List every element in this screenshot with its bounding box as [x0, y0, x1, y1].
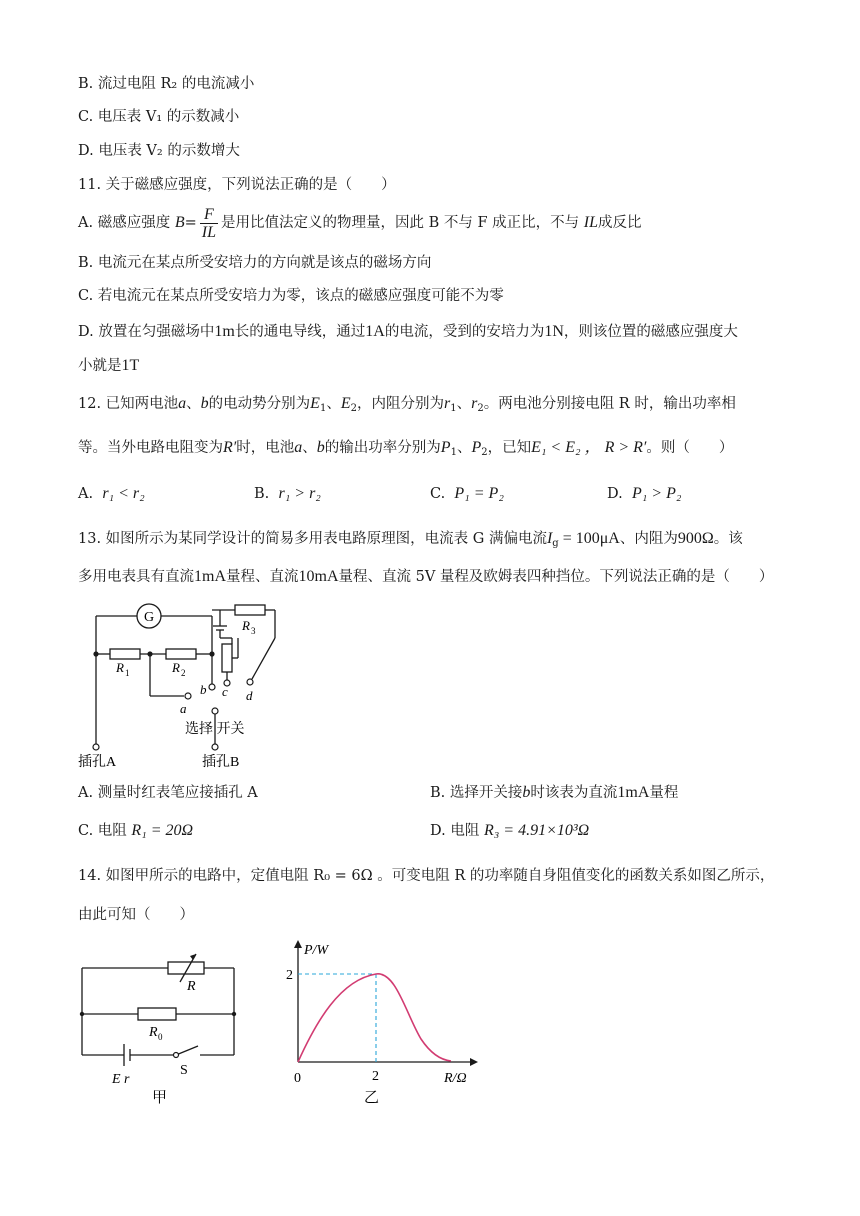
figure-yi-caption: 乙: [364, 1090, 380, 1106]
power-curve: [298, 974, 451, 1062]
q11-option-c: C. 若电流元在某点所受安培力为零，该点的磁感应强度可能不为零: [78, 288, 504, 304]
q13-option-c: C. 电阻 R₁ = 20Ω: [78, 822, 194, 839]
q13-stem-line2: 多用电表具有直流1mA量程、直流10mA量程、直流 5V 量程及欧姆表四种挡位。下列说法正确的是（ ）: [78, 568, 774, 585]
x-axis-label: R/Ω: [444, 1071, 467, 1086]
q14-stem-line1: 14. 如图甲所示的电路中，定值电阻 R₀ = 6Ω 。可变电阻 R 的功率随自身阻值变化的函数关系如图乙所示，: [78, 868, 775, 884]
q11-stem: 11. 关于磁感应强度，下列说法正确的是（ ）: [78, 177, 396, 193]
terminal-d-label: d: [246, 688, 253, 703]
r1-label: R: [116, 660, 124, 675]
q12-stem-line2: 等。当外电路电阻变为R′时，电池a、b的输出功率分别为$P_1$、$P_2$，已知E₁ < E₂ ， R > R′。则（ ）: [78, 439, 734, 458]
q13-circuit-diagram: [70, 596, 310, 776]
y-tick-2: 2: [286, 968, 293, 983]
jack-b-label: 插孔B: [202, 755, 240, 770]
r2-label: R: [172, 660, 180, 675]
figure-jia-caption: 甲: [152, 1090, 168, 1106]
q13-option-d: D. 电阻 R₃ = 4.91×10³Ω: [430, 822, 590, 839]
r0-label: R: [149, 1025, 158, 1040]
q12-stem-line1: 12. 已知两电池a、b的电动势分别为$E_1$、$E_2$，内阻分别为$r_1$、$r_2$。两电池分别接电阻 R 时，输出功率相: [78, 395, 736, 414]
svg-text:1: 1: [125, 668, 130, 678]
terminal-a-label: a: [180, 701, 187, 716]
rheostat-label: R: [187, 979, 196, 994]
svg-text:3: 3: [251, 626, 256, 636]
jack-a-label: 插孔A: [78, 755, 117, 770]
q11-option-a: A. 磁感应强度 B= $\frac{F}{IL}$ 是用比值法定义的物理量，因此 B 不与 F 成正比，不与 IL成反比: [78, 205, 642, 241]
emf-label: E r: [112, 1072, 130, 1087]
q10-option-d: D. 电压表 V₂ 的示数增大: [78, 143, 240, 159]
q14-power-graph: [276, 934, 486, 1114]
switch-label: S: [180, 1063, 188, 1078]
q12-option-b: B. r₁ > r₂: [254, 485, 321, 502]
q10-option-c: C. 电压表 V₁ 的示数减小: [78, 109, 240, 125]
q12-option-a: A. r₁ < r₂: [78, 485, 145, 502]
svg-text:0: 0: [158, 1032, 163, 1042]
terminal-b-label: b: [200, 682, 207, 697]
svg-text:2: 2: [181, 668, 186, 678]
q11-option-b: B. 电流元在某点所受安培力的方向就是该点的磁场方向: [78, 255, 432, 271]
q12-option-d: D. P₁ > P₂: [607, 485, 682, 502]
q13-stem-line1: 13. 如图所示为某同学设计的简易多用表电路原理图，电流表 G 满偏电流$I_g = 100\mu A$、内阻为900Ω。该: [78, 530, 743, 549]
r3-label: R: [242, 618, 250, 633]
q14-stem-line2: 由此可知（ ）: [78, 907, 194, 923]
galvanometer-label: G: [143, 610, 155, 625]
q12-option-c: C. P₁ = P₂: [430, 485, 504, 502]
y-axis-label: P/W: [304, 943, 329, 958]
terminal-c-label: c: [222, 684, 228, 699]
q11-option-d-line1: D. 放置在匀强磁场中1m长的通电导线，通过1A的电流，受到的安培力为1N，则该位置的磁感应强度大: [78, 323, 738, 340]
origin-label: 0: [294, 1071, 301, 1086]
x-tick-2: 2: [372, 1069, 379, 1084]
q14-circuit-diagram: [72, 950, 252, 1110]
q10-option-b: B. 流过电阻 R₂ 的电流减小: [78, 76, 255, 92]
q11-option-d-line2: 小就是1T: [78, 357, 140, 374]
q13-option-a: A. 测量时红表笔应接插孔 A: [78, 785, 258, 801]
q13-option-b: B. 选择开关接b时该表为直流1mA量程: [430, 784, 679, 801]
selector-switch-label: 选择 开关: [185, 722, 245, 737]
